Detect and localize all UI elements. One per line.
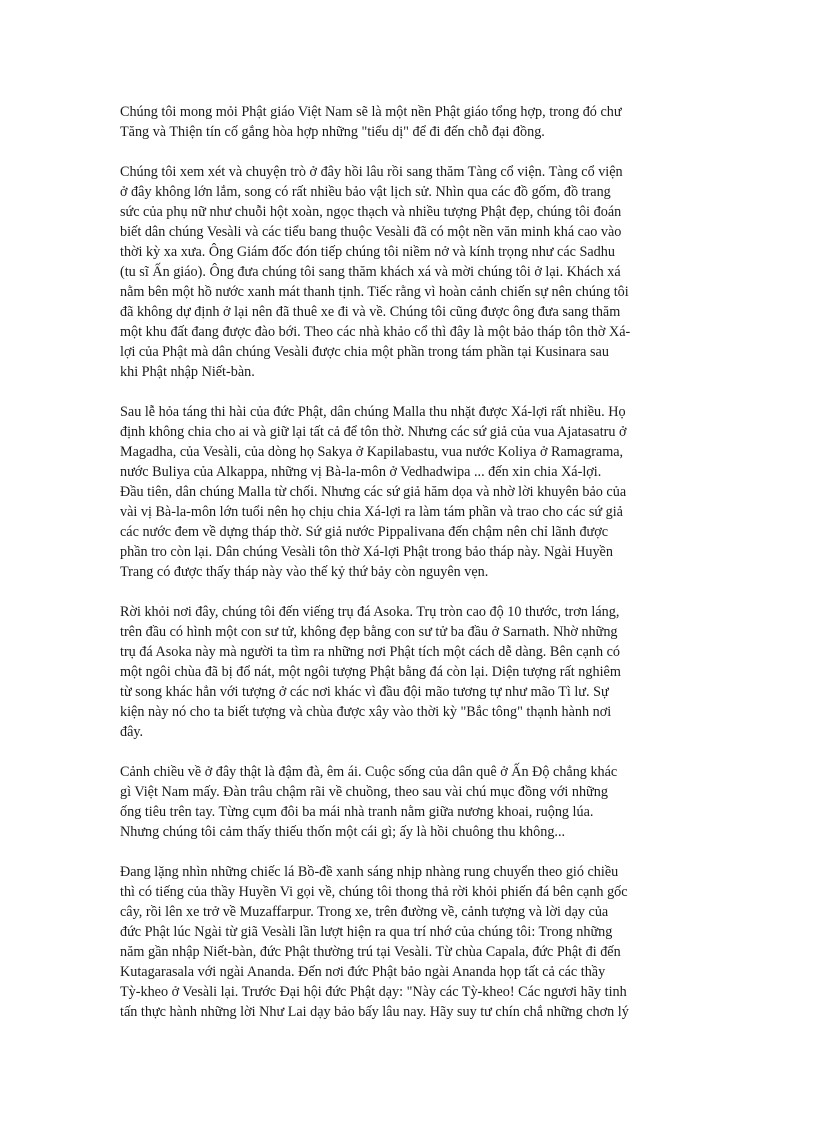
text-line: ống tiêu trên tay. Từng cụm đôi ba mái nhà tranh nằm giữa nương khoai, ruộng lúa.: [120, 804, 594, 820]
text-line: trụ đá Asoka này mà người ta tìm ra những nơi Phật tích một cách dễ dàng. Bên cạnh có: [120, 644, 621, 660]
paragraph: [120, 102, 698, 142]
paragraph: [120, 402, 698, 582]
text-line: đây.: [120, 724, 144, 740]
text-line: gì Việt Nam mấy. Đàn trâu chậm rãi về chuồng, theo sau vài chú mục đồng với những: [120, 784, 608, 800]
text-line: trên đầu có hình một con sư tử, không đẹp bằng con sư tử ba đầu ở Sarnath. Nhờ những: [120, 624, 618, 640]
text-line: thời kỳ xa xưa. Ông Giám đốc đón tiếp chúng tôi niềm nở và kính trọng như các Sadhu: [120, 244, 615, 260]
text-line: ở đây không lớn lắm, song có rất nhiều bảo vật lịch sử. Nhìn qua các đồ gốm, đồ trang: [120, 184, 611, 200]
text-line: Rời khỏi nơi đây, chúng tôi đến viếng trụ đá Asoka. Trụ tròn cao độ 10 thước, trơn láng,: [120, 604, 620, 620]
text-line: khi Phật nhập Niết-bàn.: [120, 364, 255, 380]
document-page: [120, 102, 698, 1042]
paragraph: [120, 762, 698, 842]
text-line: biết dân chúng Vesàli và các tiểu bang thuộc Vesàli đã có một nền văn minh khá cao vào: [120, 224, 622, 240]
text-line: kiện này nó cho ta biết tượng và chùa được xây vào thời kỳ "Bắc tông" thạnh hành nơi: [120, 704, 612, 720]
paragraph: [120, 602, 698, 742]
text-line: thì có tiếng của thầy Huyền Vi gọi về, chúng tôi thong thả rời khỏi phiến đá bên cạnh gốc: [120, 884, 628, 900]
text-line: một khu đất đang được đào bới. Theo các nhà khảo cổ thì đây là một bảo tháp tôn thờ Xá-: [120, 324, 631, 340]
text-line: Nhưng chúng tôi cảm thấy thiếu thốn một cái gì; ấy là hồi chuông thu không...: [120, 824, 566, 840]
text-line: một ngôi chùa đã bị đổ nát, một ngôi tượng Phật bằng đá còn lại. Diện tượng rất nghiêm: [120, 664, 621, 680]
text-line: (tu sĩ Ấn giáo). Ông đưa chúng tôi sang thăm khách xá và mời chúng tôi ở lại. Khách xá: [120, 264, 621, 280]
text-line: năm gần nhập Niết-bàn, đức Phật thường trú tại Vesàli. Từ chùa Capala, đức Phật đi đến: [120, 944, 621, 960]
text-line: lợi của Phật mà dân chúng Vesàli được chia một phần trong tám phần tại Kusinara sau: [120, 344, 609, 360]
text-line: Đang lặng nhìn những chiếc lá Bồ-đề xanh sáng nhịp nhàng rung chuyển theo gió chiều: [120, 864, 619, 880]
text-line: Sau lễ hỏa táng thi hài của đức Phật, dân chúng Malla thu nhặt được Xá-lợi rất nhiều. Họ: [120, 404, 626, 420]
text-line: đã không dự định ở lại nên đã thuê xe đi và về. Chúng tôi cũng được ông đưa sang thăm: [120, 304, 621, 320]
text-line: Đầu tiên, dân chúng Malla từ chối. Nhưng các sứ giả hăm dọa và nhờ lời khuyên bảo của: [120, 484, 627, 500]
paragraph: [120, 862, 698, 1022]
text-line: Tăng và Thiện tín cố gắng hòa hợp những "tiểu dị" để đi đến chỗ đại đồng.: [120, 124, 545, 140]
text-line: cây, rồi lên xe trở về Muzaffarpur. Trong xe, trên đường về, cảnh tượng và lời dạy của: [120, 904, 609, 920]
text-line: Trang có được thấy tháp này vào thế kỷ thứ bảy còn nguyên vẹn.: [120, 564, 489, 580]
text-line: định không chia cho ai và giữ lại tất cả để tôn thờ. Nhưng các sứ giả của vua Ajatasatru ở: [120, 424, 627, 440]
text-line: Chúng tôi mong mỏi Phật giáo Việt Nam sẽ là một nền Phật giáo tổng hợp, trong đó chư: [120, 104, 622, 120]
text-line: Cảnh chiều về ở đây thật là đậm đà, êm ái. Cuộc sống của dân quê ở Ấn Độ chẳng khác: [120, 764, 618, 780]
text-line: Tỳ-kheo ở Vesàli lại. Trước Đại hội đức Phật dạy: "Này các Tỳ-kheo! Các ngươi hãy tinh: [120, 984, 627, 1000]
paragraph: [120, 162, 698, 382]
text-line: đức Phật lúc Ngài từ giã Vesàli lần lượt hiện ra qua trí nhớ của chúng tôi: Trong những: [120, 924, 613, 940]
text-line: nằm bên một hồ nước xanh mát thanh tịnh. Tiếc rằng vì hoàn cảnh chiến sự nên chúng tôi: [120, 284, 629, 300]
text-line: nước Buliya của Alkappa, những vị Bà-la-môn ở Vedhadwipa ... đến xin chia Xá-lợi.: [120, 464, 602, 480]
text-line: các nước đem về dựng tháp thờ. Sứ giả nước Pippalivana đến chậm nên chỉ lãnh được: [120, 524, 609, 540]
text-line: từ song khác hẳn với tượng ở các nơi khác vì đầu đội mão tương tự như mão Tì lư. Sự: [120, 684, 609, 700]
text-line: Magadha, của Vesàli, của dòng họ Sakya ở Kapilabastu, vua nước Koliya ở Ramagrama,: [120, 444, 624, 460]
text-line: Kutagarasala với ngài Ananda. Đến nơi đức Phật bảo ngài Ananda họp tất cả các thầy: [120, 964, 606, 980]
text-line: sức của phụ nữ như chuỗi hột xoàn, ngọc thạch và nhiều tượng Phật đẹp, chúng tôi đoán: [120, 204, 622, 220]
text-line: vài vị Bà-la-môn lớn tuổi nên họ chịu chia Xá-lợi ra làm tám phần và trao cho các sứ giả: [120, 504, 623, 520]
text-line: tấn thực hành những lời Như Lai dạy bảo bấy lâu nay. Hãy suy tư chín chắ những chơn lý: [120, 1004, 629, 1020]
text-line: phần tro còn lại. Dân chúng Vesàli tôn thờ Xá-lợi Phật trong bảo tháp này. Ngài Huyền: [120, 544, 613, 560]
text-line: Chúng tôi xem xét và chuyện trò ở đây hồi lâu rồi sang thăm Tàng cổ viện. Tàng cổ viện: [120, 164, 623, 180]
